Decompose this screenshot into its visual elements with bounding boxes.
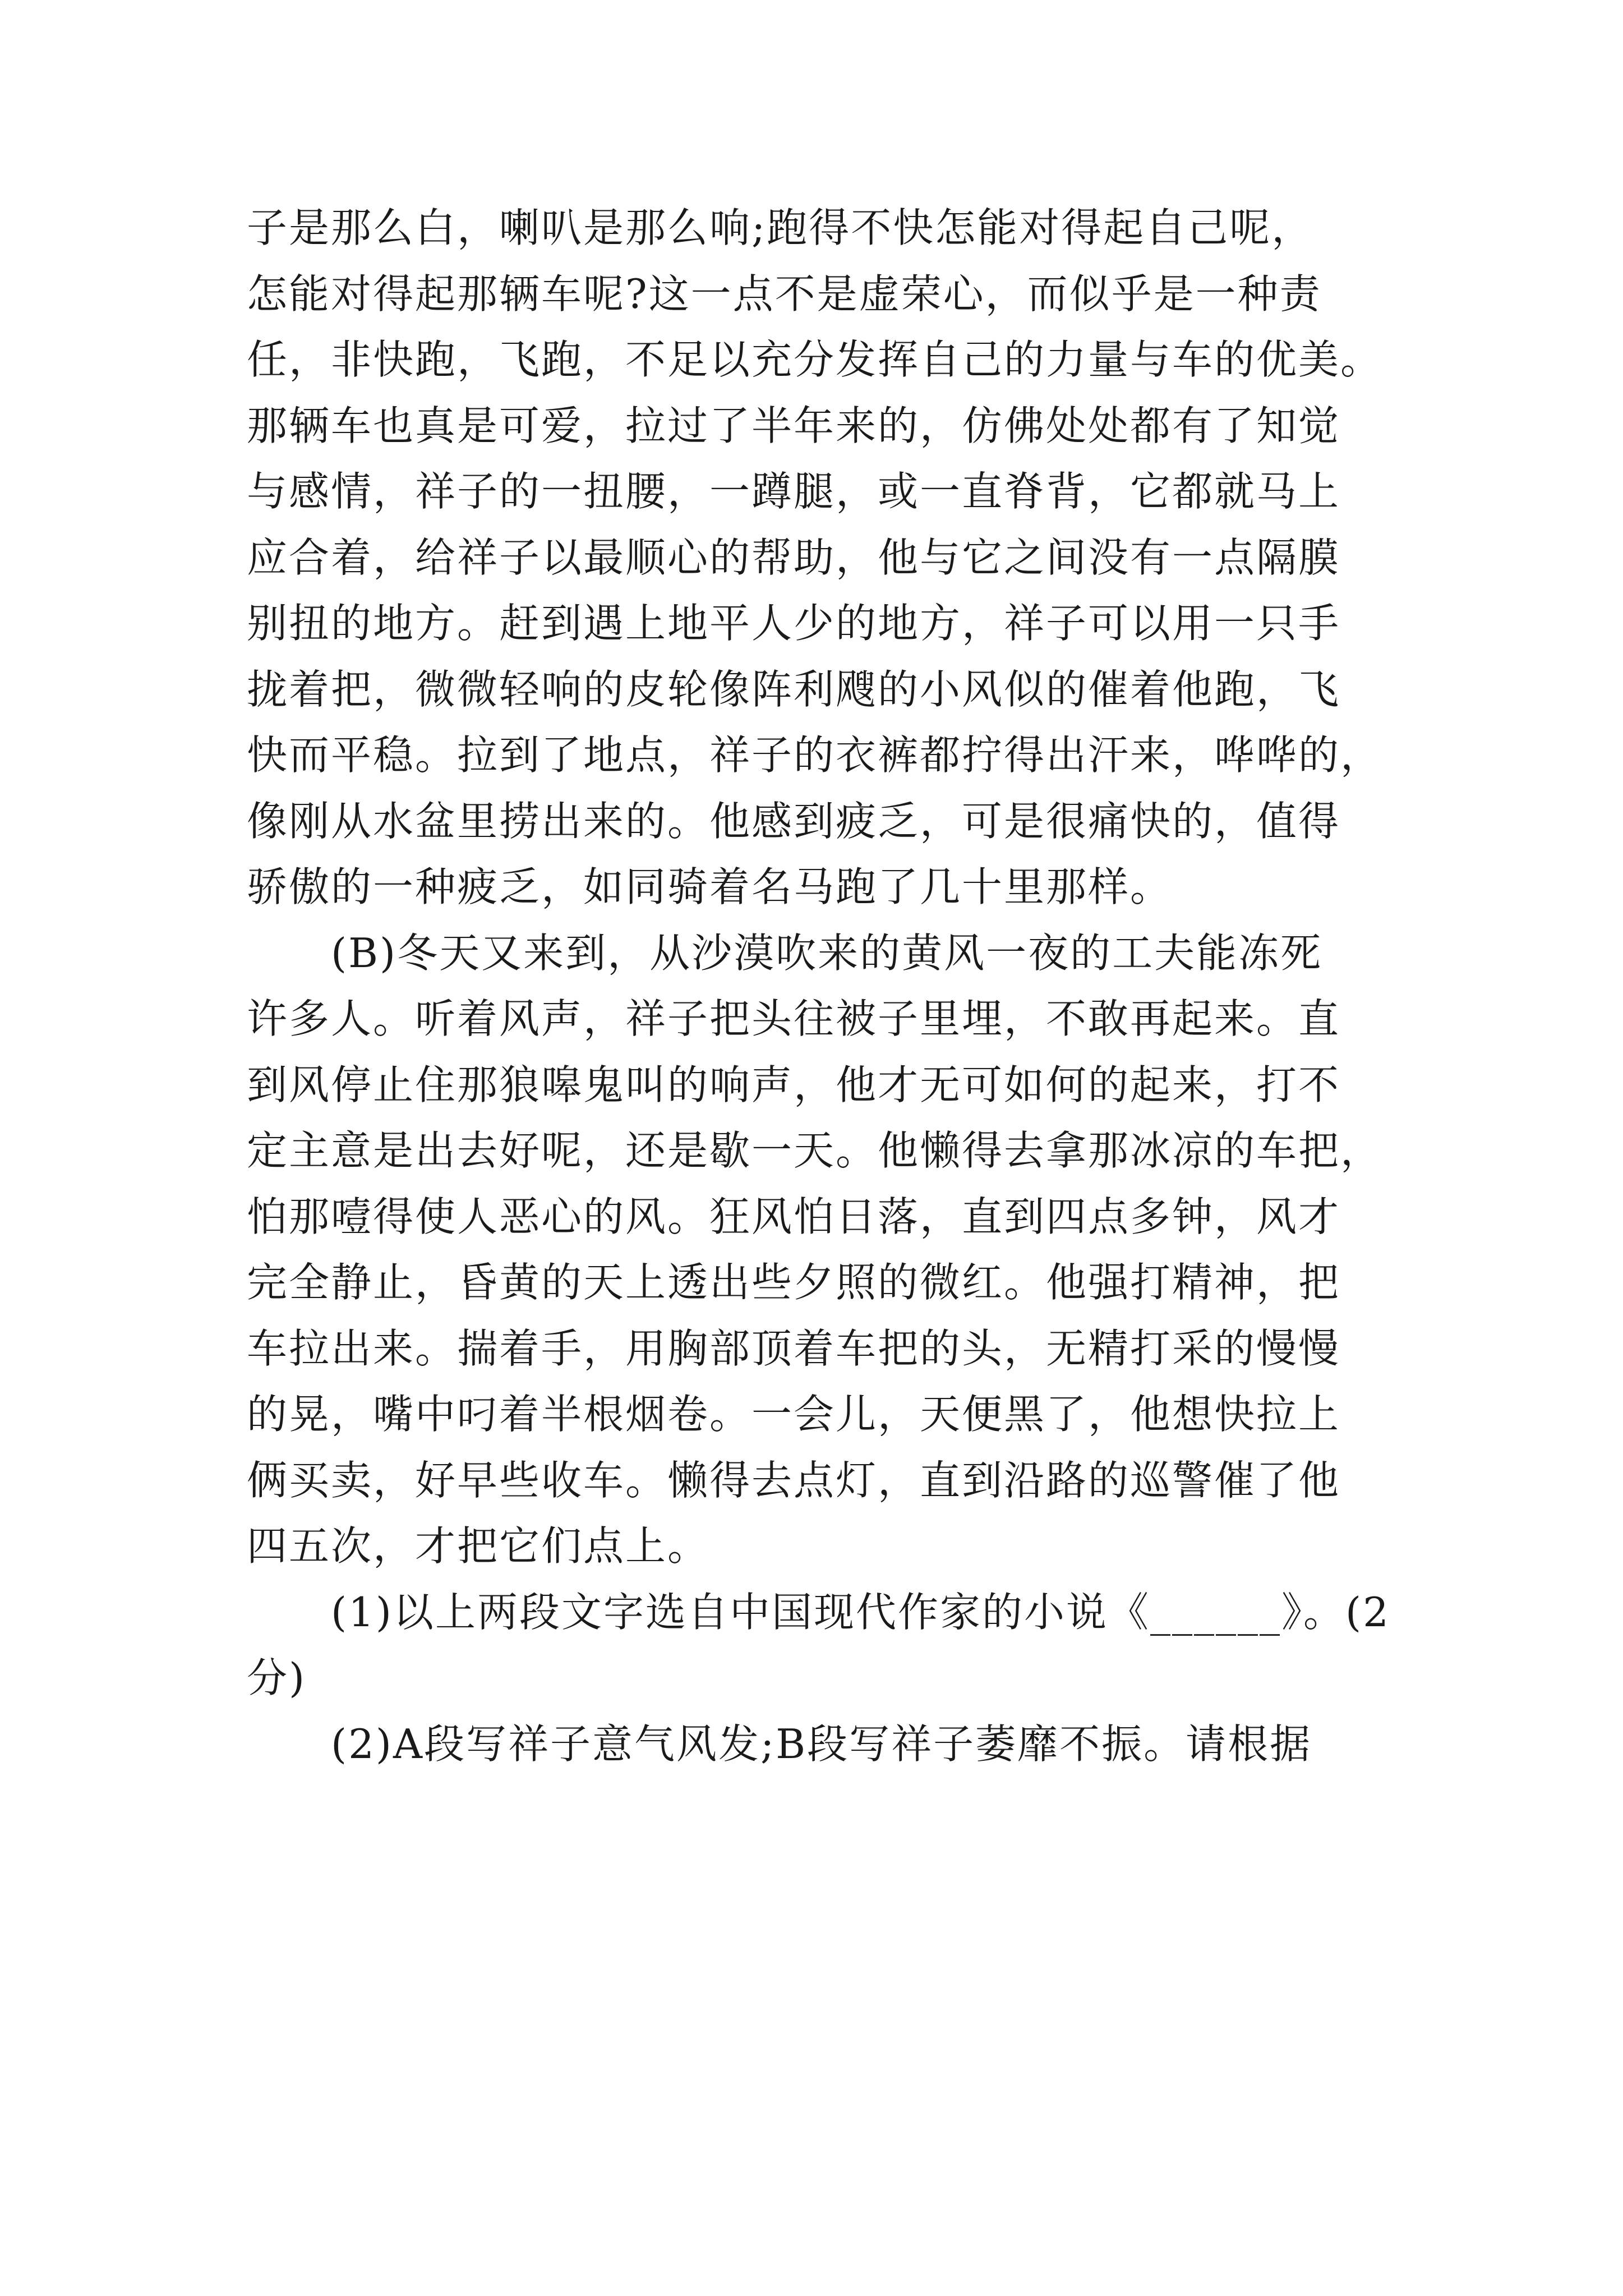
passage-text	[247, 195, 1391, 1777]
text-line: 许多人。听着风声，祥子把头往被子里埋，不敢再起来。直	[247, 995, 1341, 1042]
text-line: 与感情，祥子的一扭腰，一蹲腿，或一直脊背，它都就马上	[247, 468, 1341, 515]
text-line: 快而平稳。拉到了地点，祥子的衣裤都拧得出汗来，哗哗的，	[247, 731, 1383, 779]
text-line: 应合着，给祥子以最顺心的帮助，他与它之间没有一点隔膜	[247, 533, 1341, 581]
text-line: 拢着把，微微轻响的皮轮像阵利飕的小风似的催着他跑，飞	[247, 665, 1341, 713]
text-line: 定主意是出去好呢，还是歇一天。他懒得去拿那冰凉的车把，	[247, 1127, 1383, 1174]
text-line: 四五次，才把它们点上。	[247, 1522, 710, 1570]
text-line: 分)	[247, 1654, 307, 1701]
text-line: 俩买卖，好早些收车。懒得去点灯，直到沿路的巡警催了他	[247, 1456, 1341, 1504]
text-line: 骄傲的一种疲乏，如同骑着名马跑了几十里那样。	[247, 863, 1173, 910]
paragraph-b-start: (B)冬天又来到，从沙漠吹来的黄风一夜的工夫能冻死	[331, 929, 1323, 977]
text-line: 完全静止，昏黄的天上透出些夕照的微红。他强打精神，把	[247, 1259, 1341, 1306]
text-line: 任，非快跑，飞跑，不足以充分发挥自己的力量与车的优美。	[247, 336, 1383, 383]
question-2: (2)A段写祥子意气风发;B段写祥子萎靡不振。请根据	[331, 1720, 1312, 1768]
text-line: 车拉出来。揣着手，用胸部顶着车把的头，无精打采的慢慢	[247, 1324, 1341, 1372]
text-line: 子是那么白，喇叭是那么响;跑得不快怎能对得起自己呢，	[247, 204, 1314, 251]
question-1: (1)以上两段文字选自中国现代作家的小说《______》。(2	[331, 1588, 1390, 1636]
text-line: 那辆车也真是可爱，拉过了半年来的，仿佛处处都有了知觉	[247, 402, 1341, 449]
text-line: 怎能对得起那辆车呢?这一点不是虚荣心，而似乎是一种责	[247, 270, 1322, 318]
text-line: 怕那噎得使人恶心的风。狂风怕日落，直到四点多钟，风才	[247, 1193, 1341, 1240]
text-line: 的晃，嘴中叼着半根烟卷。一会儿，天便黑了，他想快拉上	[247, 1391, 1341, 1438]
text-line: 像刚从水盆里捞出来的。他感到疲乏，可是很痛快的，值得	[247, 797, 1341, 845]
text-line: 到风停止住那狼嗥鬼叫的响声，他才无可如何的起来，打不	[247, 1061, 1341, 1108]
text-line: 别扭的地方。赶到遇上地平人少的地方，祥子可以用一只手	[247, 600, 1341, 647]
